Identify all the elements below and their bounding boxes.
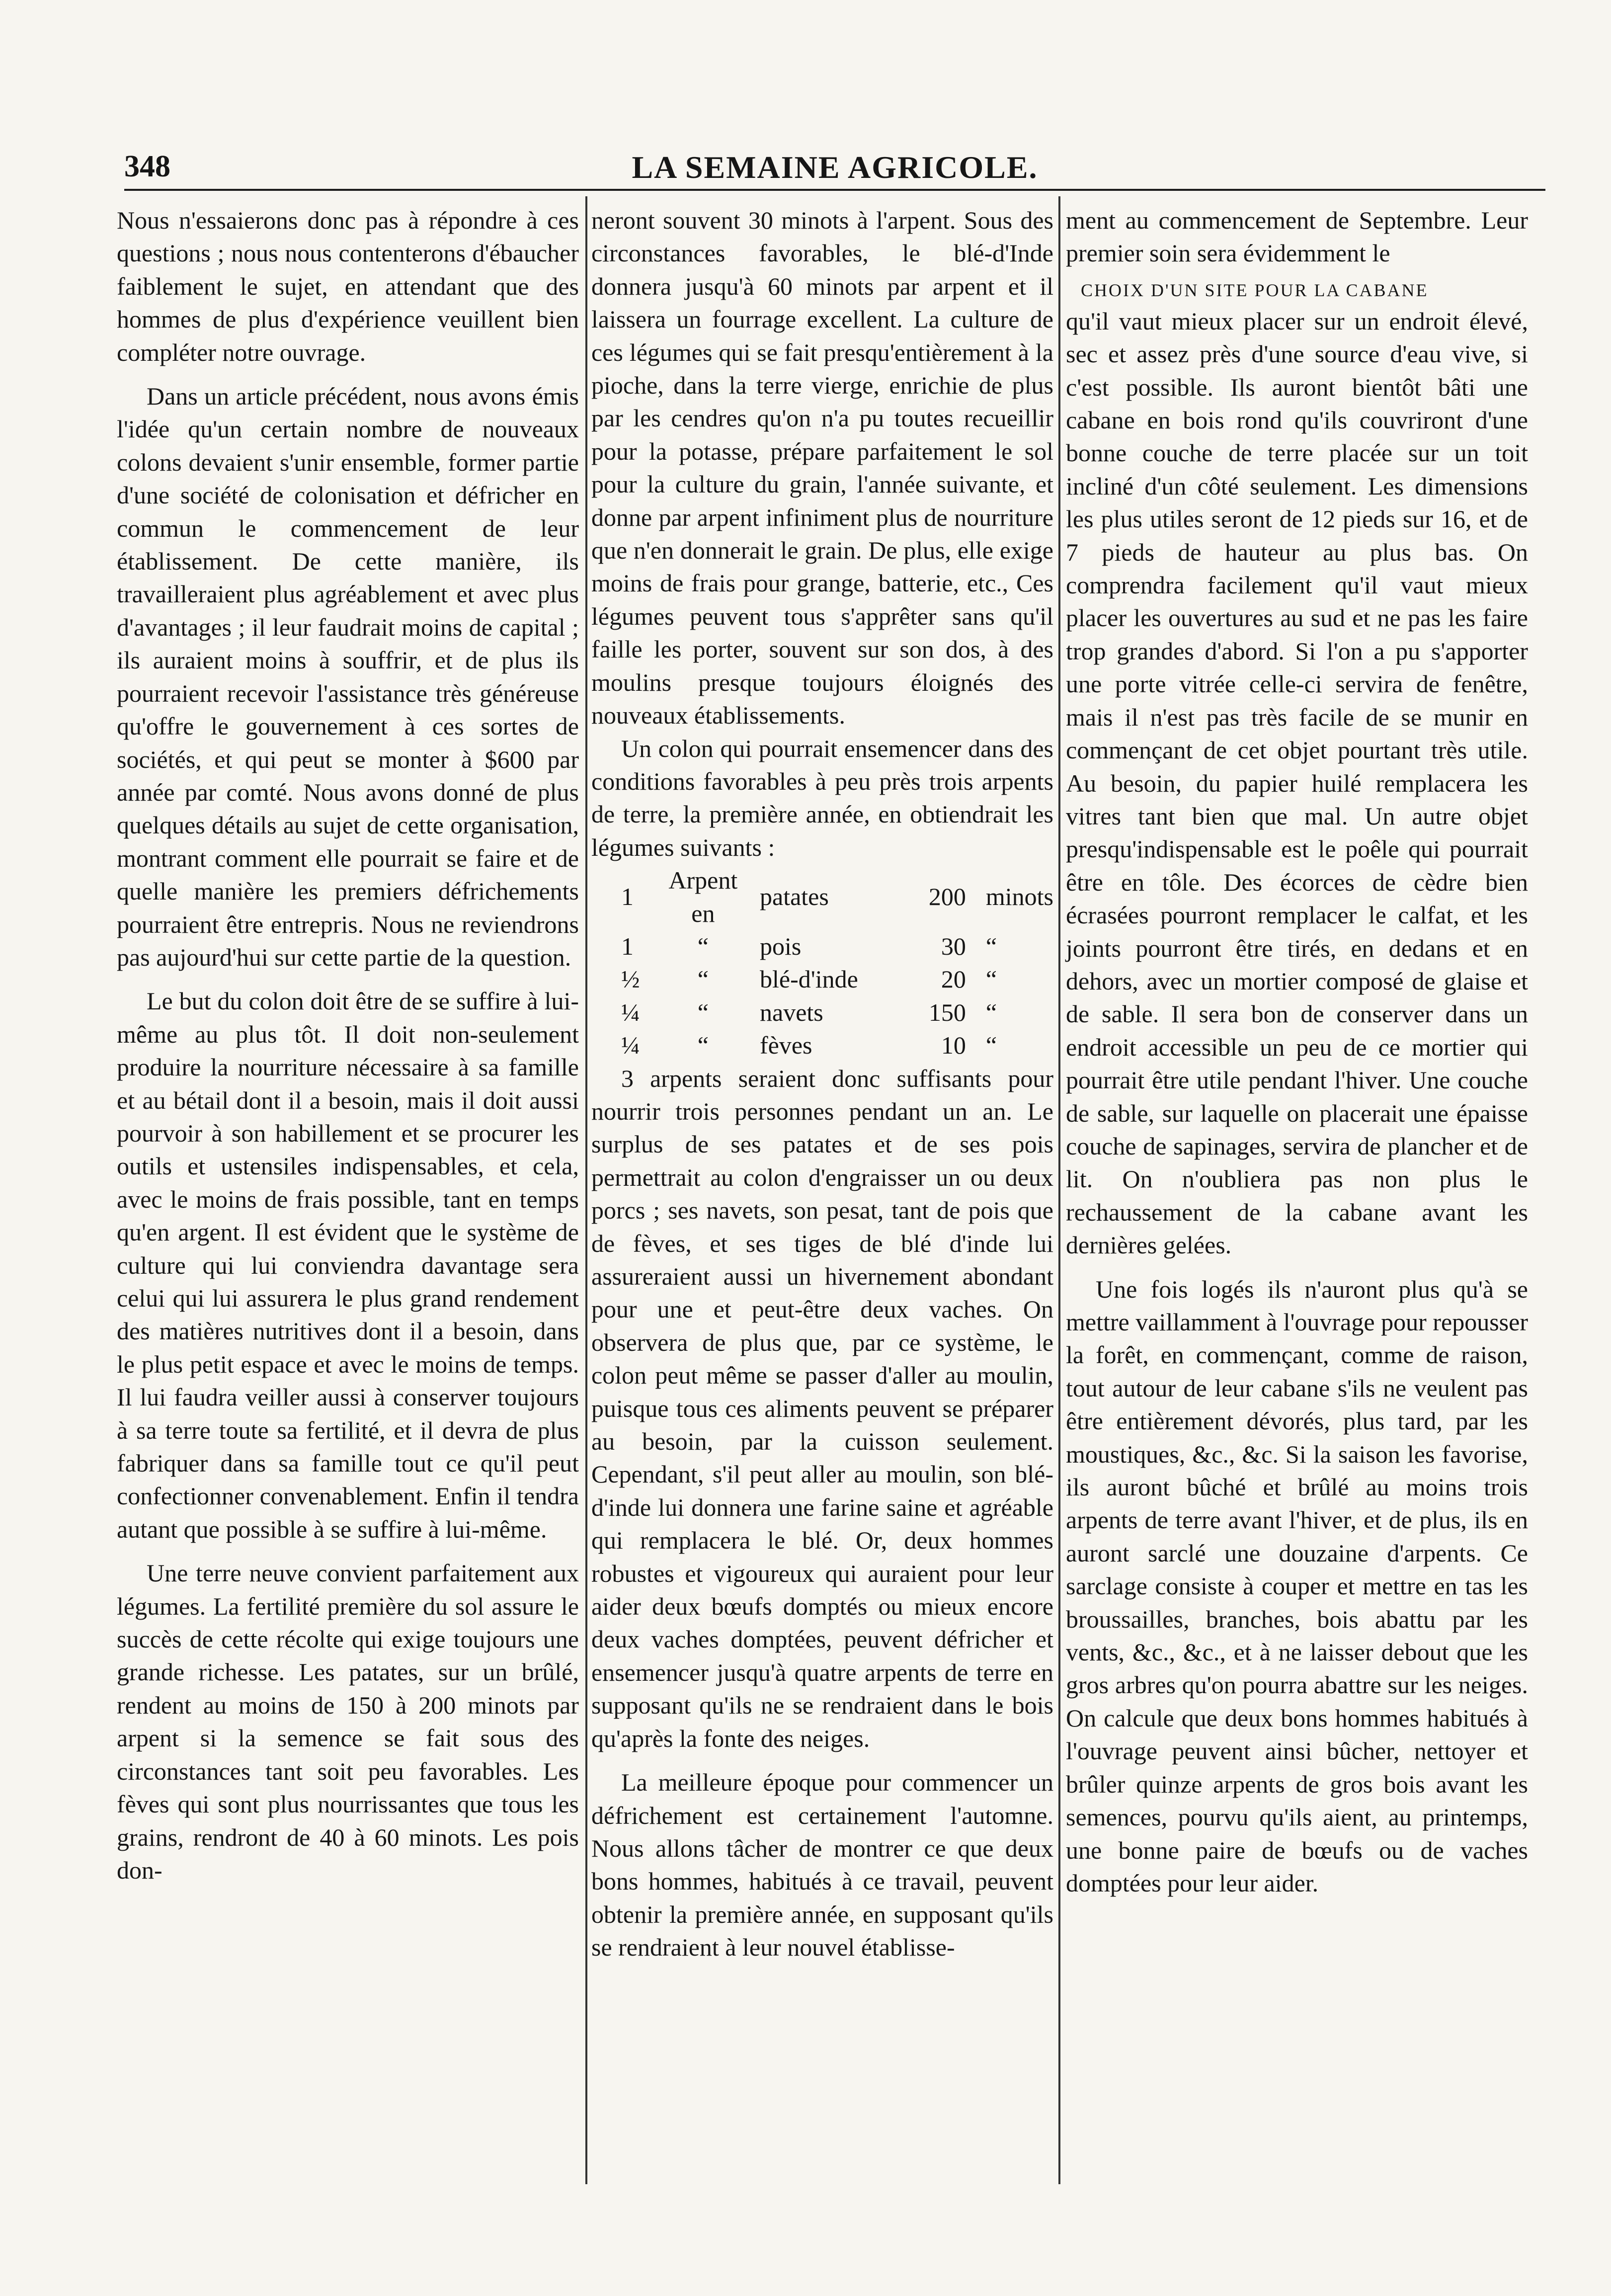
table-cell: “ <box>985 1031 997 1060</box>
column-rule-2 <box>1058 196 1060 2184</box>
table-cell: ½ <box>621 965 640 993</box>
table-cell: 10 <box>941 1031 966 1060</box>
table-cell: 150 <box>928 998 966 1026</box>
table-cell: ¼ <box>621 1031 640 1060</box>
table-cell: “ <box>985 965 997 993</box>
table-cell: “ <box>697 932 709 960</box>
paragraph: Un colon qui pourrait ensemencer dans des conditions favorables à peu près trois arpents de terre, la première année, en obtiendrait les légumes suivants : <box>591 734 1053 861</box>
article-column-3 <box>1066 204 1528 2241</box>
table-cell: “ <box>985 932 997 960</box>
article-column-2 <box>591 204 1053 2241</box>
section-heading: CHOIX D'UN SITE POUR LA CABANE <box>1081 280 1429 300</box>
paragraph: Une fois logés ils n'auront plus qu'à se mettre vaillamment à l'ouvrage pour repousser la forêt, en commençant, comme de raison, tout autour de leur cabane s'ils ne veulent pas être entièrement dévorés, plus tard, par les moustiques, &c., &c. Si la saison les favorise, ils auront bûché et brûlé au moins trois arpents de terre avant l'hiver, et de plus, ils en auront sarclé une douzaine d'arpents. Ce sarclage consiste à couper et mettre en tas les broussailles, branches, bois abattu par les vents, &c., &c., et à ne laisser debout que les gros arbres qu'on pourra abattre sur les neiges. On calcule que deux bons hommes habitués à l'ouvrage peuvent ainsi bûcher, nettoyer et brûler quinze arpents de gros bois avant les semences, pourvu qu'ils aient, au printemps, une bonne paire de bœufs ou de vaches domptées pour leur aider. <box>1066 1275 1528 1897</box>
table-cell: minots <box>985 883 1053 911</box>
table-cell: fèves <box>760 1031 812 1060</box>
journal-title: LA SEMAINE AGRICOLE. <box>632 150 1038 185</box>
table-cell: navets <box>760 998 823 1026</box>
table-cell: 30 <box>941 932 966 960</box>
paragraph: ment au commencement de Septembre. Leur premier soin sera évidemment le <box>1066 206 1528 267</box>
table-cell: pois <box>760 932 802 960</box>
paragraph: neront souvent 30 minots à l'arpent. Sous des circonstances favorables, le blé-d'Inde donnera jusqu'à 60 minots par arpent et il laissera un fourrage excellent. La culture de ces légumes qui se fait presqu'entièrement à la pioche, dans la terre vierge, enrichie de plus par les cendres qu'on n'a pu toutes recueillir pour la potasse, prépare parfaitement le sol pour la culture du grain, l'année suivante, et donne par arpent infiniment plus de nourriture que n'en donnerait le grain. De plus, elle exige moins de frais pour grange, batterie, etc., Ces légumes peuvent tous s'apprêter sans qu'il faille les porter, souvent sur son dos, à des moulins presque toujours éloignés des nouveaux établissements. <box>591 206 1053 730</box>
table-cell: Arpent en <box>668 866 738 927</box>
table-row <box>591 930 1053 963</box>
paragraph: Nous n'essaierons donc pas à répondre à ces questions ; nous nous contenterons d'ébaucher faiblement le sujet, en attendant que des hommes de plus d'expérience veuillent bien compléter notre ouvrage. <box>117 206 579 366</box>
table-cell: ¼ <box>621 998 640 1026</box>
paragraph: Une terre neuve convient parfaitement aux légumes. La fertilité première du sol assure le succès de cette récolte qui exige toujours une grande richesse. Les patates, sur un brûlé, rendent au moins de 150 à 200 minots par arpent si la semence se fait sous des circonstances tant soit peu favorables. Les fèves qui sont plus nourrissantes que tous les grains, rendront de 40 à 60 minots. Les pois don- <box>117 1559 579 1884</box>
paragraph: qu'il vaut mieux placer sur un endroit élevé, sec et assez près d'une source d'eau vive, si c'est possible. Ils auront bientôt bâti une cabane en bois rond qu'ils couvriront d'une bonne couche de terre placée sur un toit incliné d'un côté seulement. Les dimensions les plus utiles seront de 12 pieds sur 16, et de 7 pieds de hauteur au plus bas. On comprendra facilement qu'il vaut mieux placer les ouvertures au sud et ne pas les faire trop grandes d'abord. Si l'on a pu s'apporter une porte vitrée celle-ci servira de fenêtre, mais il n'est pas très facile de se munir en commençant de cet objet pourtant très utile. Au besoin, du papier huilé remplacera les vitres tant bien que mal. Un autre objet presqu'indispensable est le poêle qui pourrait être en tôle. Des écorces de cèdre bien écrasées pourront remplacer le calfat, et les joints pourront être tirés, en dedans et en dehors, avec un mortier composé de glaise et de sable. Il sera bon de conserver dans un endroit accessible un peu de ce mortier qui pourrait être utile pendant l'hiver. Une couche de sable, sur laquelle on placerait une épaisse couche de sapinages, servira de plancher et de lit. On n'oubliera pas non plus le rechaussement de la cabane avant les dernières gelées. <box>1066 307 1528 1259</box>
table-cell: 1 <box>621 883 634 911</box>
table-cell: “ <box>697 1031 709 1060</box>
table-cell: blé-d'inde <box>760 965 858 993</box>
paragraph: La meilleure époque pour commencer un défrichement est certainement l'automne. Nous allons tâcher de montrer ce que deux bons hommes, habitués à ce travail, peuvent obtenir la première année, en supposant qu'ils se rendraient à leur nouvel établisse- <box>591 1768 1053 1962</box>
paragraph: 3 arpents seraient donc suffisants pour nourrir trois personnes pendant un an. Le surplus de ses patates et de ses pois permettrait au colon d'engraisser un ou deux porcs ; ses navets, son pesat, tant de pois que de fèves, et ses tiges de blé d'inde lui assureraient aussi un hivernement abondant pour une et peut-être deux vaches. On observera de plus que, par ce système, le colon peut même se passer d'aller au moulin, puisque tous ces aliments peuvent se préparer au besoin, par la cuisson seulement. Cependant, s'il peut aller au moulin, son blé-d'inde lui donnera une farine saine et agréable qui remplacera le blé. Or, deux hommes robustes et vigoureux qui auraient pour leur aider deux bœufs domptés ou mieux encore deux vaches domptées, peuvent défricher et ensemencer jusqu'à quatre arpents de terre en supposant qu'ils ne se rendraient dans le bois qu'après la fonte des neiges. <box>591 1064 1053 1752</box>
paragraph: Dans un article précédent, nous avons émis l'idée qu'un certain nombre de nouveaux colons devaient s'unir ensemble, former partie d'une société de colonisation et défricher en commun le commencement de leur établissement. De cette manière, ils travailleraient plus agréablement et avec plus d'avantages ; il leur faudrait moins de capital ; ils auraient moins à souffrir, et de plus ils pourraient recevoir l'assistance très généreuse qu'offre le gouvernement à ces sortes de sociétés, et qui peut se monter à $600 par année par comté. Nous avons donné de plus quelques détails au sujet de cette organisation, montrant comment elle pourrait se faire et de quelle manière les premiers défrichements pourraient être entrepris. Nous ne reviendrons pas aujourd'hui sur cette partie de la question. <box>117 382 579 971</box>
table-row <box>591 864 1053 930</box>
table-row <box>591 1029 1053 1062</box>
table-cell: 200 <box>928 883 966 911</box>
table-row <box>591 996 1053 1029</box>
table-row <box>591 963 1053 995</box>
page-header <box>124 149 1545 191</box>
paragraph: Le but du colon doit être de se suffire à lui-même au plus tôt. Il doit non-seulement produire la nourriture nécessaire à sa famille et au bétail dont il a besoin, mais il doit aussi pourvoir à son habillement et se procurer les outils et ustensiles indispensables, et cela, avec le moins de frais possible, tant en temps qu'en argent. Il est évident que le système de culture qui lui conviendra davantage sera celui qui lui assurera le plus grand rendement des matières nutritives dont il a besoin, dans le plus petit espace et avec le moins de temps. Il lui faudra veiller aussi à conserver toujours à sa terre toute sa fertilité, et il devra de plus fabriquer dans sa famille tout ce qu'il peut confectionner convenablement. Enfin il tendra autant que possible à se suffire à lui-même. <box>117 987 579 1543</box>
table-cell: 1 <box>621 932 634 960</box>
table-cell: 20 <box>941 965 966 993</box>
table-cell: “ <box>985 998 997 1026</box>
column-rule-1 <box>585 196 587 2184</box>
table-cell: patates <box>760 883 829 911</box>
table-cell: “ <box>697 965 709 993</box>
page-number: 348 <box>124 150 170 183</box>
produce-table <box>591 864 1053 1062</box>
article-column-1 <box>117 204 579 2241</box>
table-cell: “ <box>697 998 709 1026</box>
